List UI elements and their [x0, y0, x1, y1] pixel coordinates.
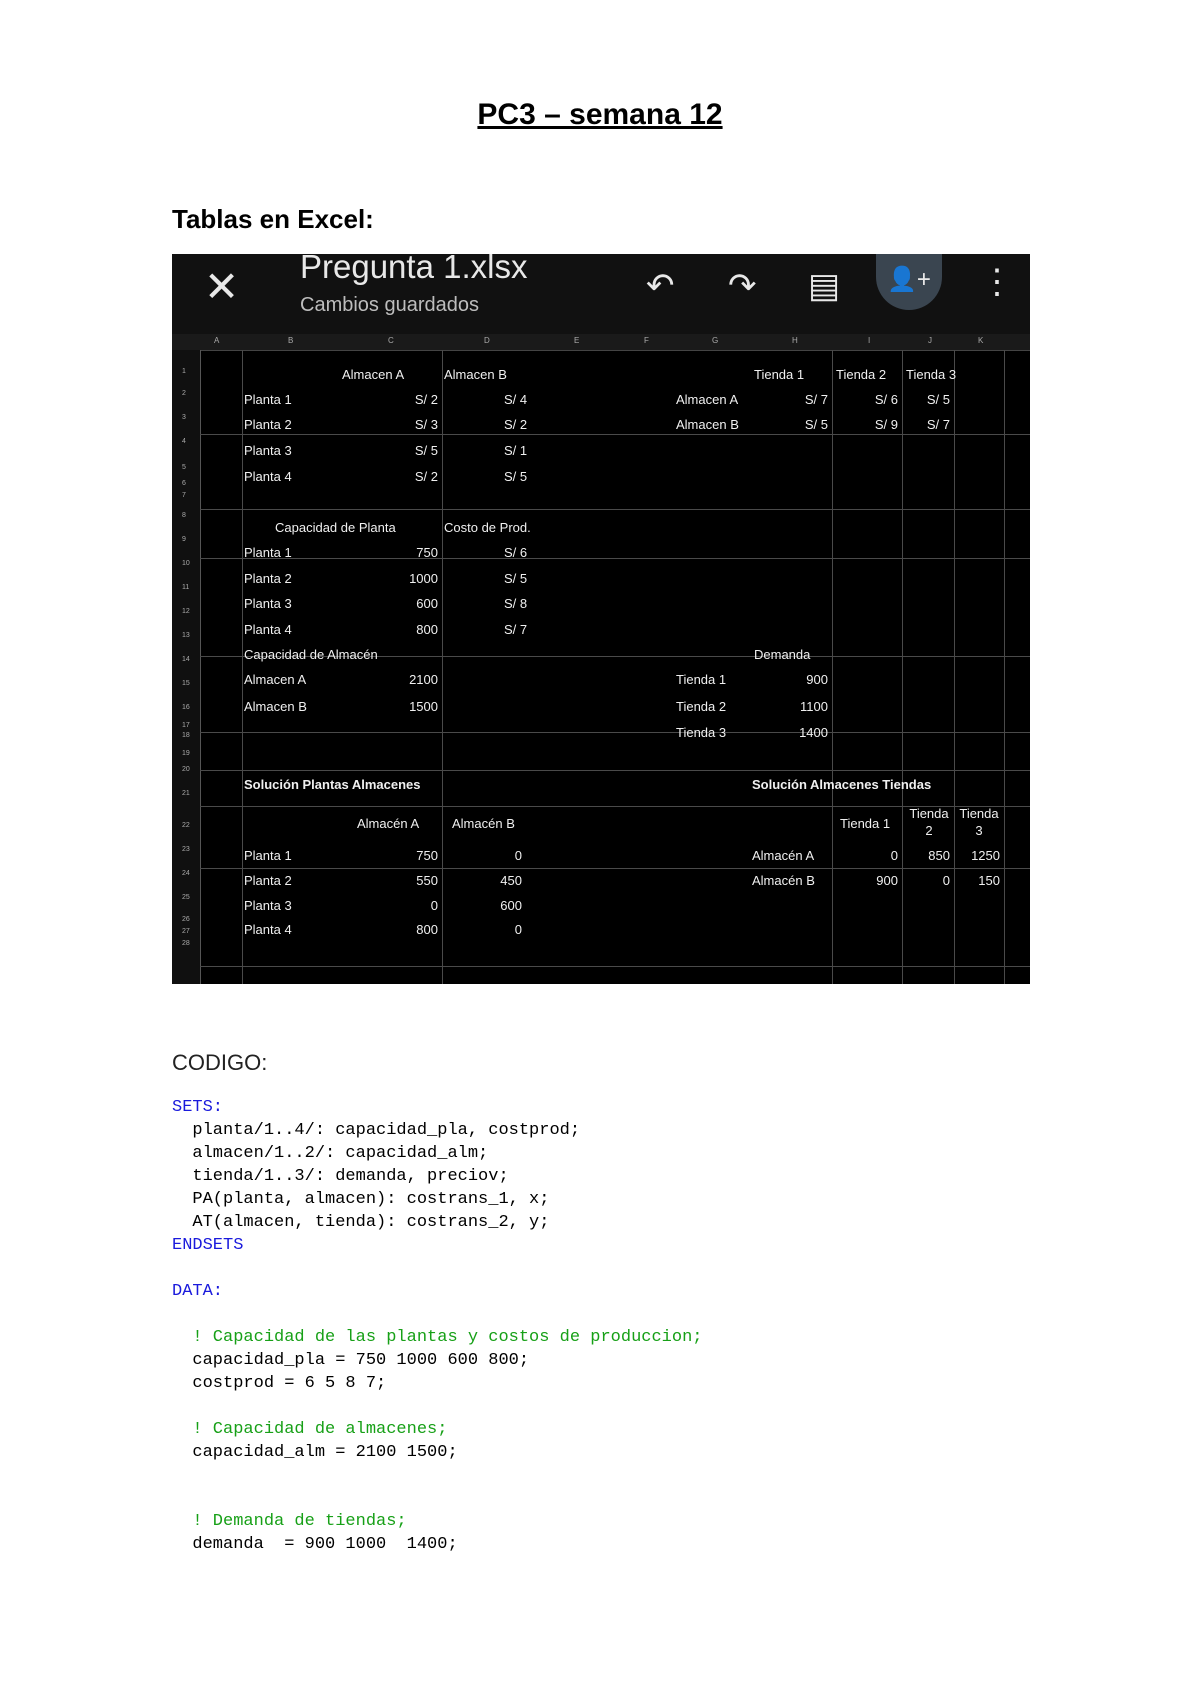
spreadsheet-screenshot [172, 254, 1030, 984]
row-label[interactable]: Almacén B [752, 873, 815, 888]
cell-value[interactable]: S/ 2 [414, 392, 438, 407]
column-letter[interactable]: D [484, 336, 490, 345]
cell-value[interactable]: S/ 5 [504, 469, 528, 484]
page-title: PC3 – semana 12 [477, 98, 723, 131]
table-header[interactable]: Tienda 1 [754, 367, 805, 382]
cell-value[interactable]: S/ 5 [926, 392, 950, 407]
cell-value[interactable]: 800 [416, 622, 438, 637]
cell-value[interactable]: S/ 3 [414, 417, 438, 432]
code-comment: ! Demanda de tiendas; [172, 1512, 407, 1531]
column-letter[interactable]: B [288, 336, 294, 345]
table-header[interactable]: Almacen A [342, 367, 405, 382]
row-label[interactable]: Planta 4 [244, 622, 292, 637]
cell-value[interactable]: S/ 2 [504, 417, 528, 432]
row-number[interactable]: 3 [182, 414, 186, 421]
row-label[interactable]: Almacen A [676, 392, 739, 407]
table-header[interactable]: Capacidad de Planta [275, 520, 396, 535]
cell-value[interactable]: 550 [416, 873, 438, 888]
column-letter[interactable]: H [792, 336, 798, 345]
cell-value[interactable]: 900 [876, 873, 898, 888]
cell-value[interactable]: 1000 [409, 571, 438, 586]
save-status: Cambios guardados [300, 294, 479, 316]
redo-icon[interactable]: ↷ [728, 267, 757, 305]
table-header[interactable]: Almacén A [357, 816, 420, 831]
table-header[interactable]: Tienda 1 [840, 816, 891, 831]
row-number[interactable]: 18 [182, 732, 190, 739]
column-letter[interactable]: J [928, 336, 932, 345]
cell-value[interactable]: 1500 [409, 699, 438, 714]
cell-value[interactable]: 750 [416, 545, 438, 560]
row-label[interactable]: Tienda 1 [676, 672, 727, 687]
more-vert-icon[interactable]: ⋮ [980, 263, 1014, 301]
code-line: SETS: [172, 1098, 224, 1117]
row-number[interactable]: 16 [182, 704, 190, 711]
close-icon[interactable]: ✕ [204, 263, 240, 310]
table-header[interactable]: Tienda [909, 806, 949, 821]
row-number[interactable]: 12 [182, 608, 190, 615]
cell-value[interactable]: S/ 5 [504, 571, 528, 586]
code-line: almacen/1..2/: capacidad_alm; [172, 1144, 489, 1163]
row-label[interactable]: Planta 4 [244, 469, 292, 484]
table-header[interactable]: Costo de Prod. [444, 520, 531, 535]
table-title[interactable]: Solución Plantas Almacenes [244, 777, 421, 792]
column-header-bar [172, 334, 1030, 351]
row-number[interactable]: 5 [182, 464, 186, 471]
row-number[interactable]: 14 [182, 656, 190, 663]
row-number[interactable]: 17 [182, 722, 190, 729]
cell-value[interactable]: S/ 7 [804, 392, 828, 407]
row-label[interactable]: Planta 2 [244, 571, 292, 586]
row-number[interactable]: 7 [182, 492, 186, 499]
cell-value[interactable]: S/ 5 [414, 443, 438, 458]
cell-value[interactable]: 750 [416, 848, 438, 863]
row-number[interactable]: 15 [182, 680, 190, 687]
table-header[interactable]: 3 [975, 823, 983, 838]
code-comment: ! Capacidad de almacenes; [172, 1420, 448, 1439]
cell-value[interactable]: 600 [416, 596, 438, 611]
column-letter[interactable]: I [868, 336, 871, 345]
column-letter[interactable]: A [214, 336, 220, 345]
app-bar [172, 254, 1030, 334]
row-label[interactable]: Tienda 2 [676, 699, 727, 714]
row-number[interactable]: 27 [182, 928, 190, 935]
column-letter[interactable]: F [644, 336, 649, 345]
row-label[interactable]: Planta 2 [244, 873, 292, 888]
row-label[interactable]: Planta 3 [244, 898, 292, 913]
row-label[interactable]: Planta 1 [244, 848, 292, 863]
row-label[interactable]: Almacen B [676, 417, 739, 432]
row-number[interactable]: 4 [182, 438, 186, 445]
cell-value[interactable]: 2100 [409, 672, 438, 687]
table-header[interactable]: Capacidad de Almacén [244, 647, 378, 662]
code-line: PA(planta, almacen): costrans_1, x; [172, 1190, 550, 1209]
row-label[interactable]: Planta 3 [244, 443, 292, 458]
section-heading-excel: Tablas en Excel: [172, 204, 374, 234]
table-header[interactable]: Tienda [959, 806, 999, 821]
table-header[interactable]: Almacen B [444, 367, 507, 382]
code-line: AT(almacen, tienda): costrans_2, y; [172, 1213, 550, 1232]
cell-value[interactable]: S/ 1 [504, 443, 528, 458]
table-header[interactable]: Almacén B [452, 816, 515, 831]
row-number[interactable]: 8 [182, 512, 186, 519]
cell-value[interactable]: 0 [890, 848, 898, 863]
code-line: costprod = 6 5 8 7; [172, 1374, 387, 1393]
table-header[interactable]: Tienda 2 [836, 367, 887, 382]
row-number[interactable]: 2 [182, 390, 186, 397]
row-number[interactable]: 26 [182, 916, 190, 923]
cell-value[interactable]: 450 [500, 873, 522, 888]
column-letter[interactable]: G [712, 336, 719, 345]
cell-value[interactable]: 0 [942, 873, 950, 888]
cell-value[interactable]: S/ 6 [874, 392, 898, 407]
cell-value[interactable]: 0 [514, 848, 522, 863]
code-block [172, 1096, 703, 1556]
row-label[interactable]: Planta 2 [244, 417, 292, 432]
add-person-icon[interactable]: 👤+ [876, 254, 942, 310]
code-line: capacidad_alm = 2100 1500; [172, 1443, 458, 1462]
column-letter[interactable]: C [388, 336, 394, 345]
cell-value[interactable]: 850 [928, 848, 950, 863]
code-line: demanda = 900 1000 1400; [172, 1535, 458, 1554]
row-header-bar [172, 350, 201, 984]
cell-value[interactable]: 800 [416, 922, 438, 937]
cell-value[interactable]: S/ 9 [874, 417, 898, 432]
row-number[interactable]: 10 [182, 560, 190, 567]
cell-value[interactable]: 0 [514, 922, 522, 937]
row-number[interactable]: 6 [182, 480, 186, 487]
cell-value[interactable]: 1250 [971, 848, 1000, 863]
cell-value[interactable]: 0 [430, 898, 438, 913]
row-number[interactable]: 9 [182, 536, 186, 543]
row-number[interactable]: 20 [182, 766, 190, 773]
undo-icon[interactable]: ↶ [646, 267, 675, 305]
row-label[interactable]: Almacén A [752, 848, 815, 863]
code-line: planta/1..4/: capacidad_pla, costprod; [172, 1121, 581, 1140]
cell-value[interactable]: S/ 5 [804, 417, 828, 432]
row-label[interactable]: Planta 1 [244, 392, 292, 407]
code-line: DATA: [172, 1282, 224, 1301]
column-letter[interactable]: K [978, 336, 984, 345]
comment-icon[interactable]: ▤ [808, 267, 841, 305]
row-label[interactable]: Almacen B [244, 699, 307, 714]
row-label[interactable]: Almacen A [244, 672, 307, 687]
row-number[interactable]: 24 [182, 870, 190, 877]
cell-value[interactable]: 1400 [799, 725, 828, 740]
table-title[interactable]: Solución Almacenes Tiendas [752, 777, 932, 792]
row-number[interactable]: 19 [182, 750, 190, 757]
code-heading: CODIGO: [172, 1050, 268, 1075]
row-number[interactable]: 1 [182, 368, 186, 375]
cell-value[interactable]: S/ 6 [504, 545, 528, 560]
cell-value[interactable]: S/ 7 [504, 622, 528, 637]
cell-value[interactable]: 600 [500, 898, 522, 913]
code-line: capacidad_pla = 750 1000 600 800; [172, 1351, 530, 1370]
row-number[interactable]: 28 [182, 940, 190, 947]
column-letter[interactable]: E [574, 336, 580, 345]
row-number[interactable]: 23 [182, 846, 190, 853]
table-header[interactable]: 2 [925, 823, 933, 838]
row-number[interactable]: 21 [182, 790, 190, 797]
row-number[interactable]: 22 [182, 822, 190, 829]
row-label[interactable]: Planta 3 [244, 596, 292, 611]
row-label[interactable]: Planta 1 [244, 545, 292, 560]
file-title: Pregunta 1.xlsx [300, 254, 528, 285]
table-header[interactable]: Tienda 3 [906, 367, 957, 382]
table-header[interactable]: Demanda [754, 647, 811, 662]
cell-value[interactable]: 1100 [800, 699, 828, 714]
cell-value[interactable]: S/ 2 [414, 469, 438, 484]
code-line: ENDSETS [172, 1236, 244, 1255]
row-label[interactable]: Tienda 3 [676, 725, 727, 740]
row-number[interactable]: 25 [182, 894, 190, 901]
row-number[interactable]: 13 [182, 632, 190, 639]
row-number[interactable]: 11 [182, 584, 190, 591]
row-label[interactable]: Planta 4 [244, 922, 292, 937]
cell-value[interactable]: 150 [978, 873, 1000, 888]
cell-value[interactable]: 900 [806, 672, 828, 687]
cell-value[interactable]: S/ 7 [926, 417, 950, 432]
cell-value[interactable]: S/ 8 [504, 596, 528, 611]
code-comment: ! Capacidad de las plantas y costos de produccion; [172, 1328, 703, 1347]
code-line: tienda/1..3/: demanda, preciov; [172, 1167, 509, 1186]
cell-value[interactable]: S/ 4 [504, 392, 528, 407]
